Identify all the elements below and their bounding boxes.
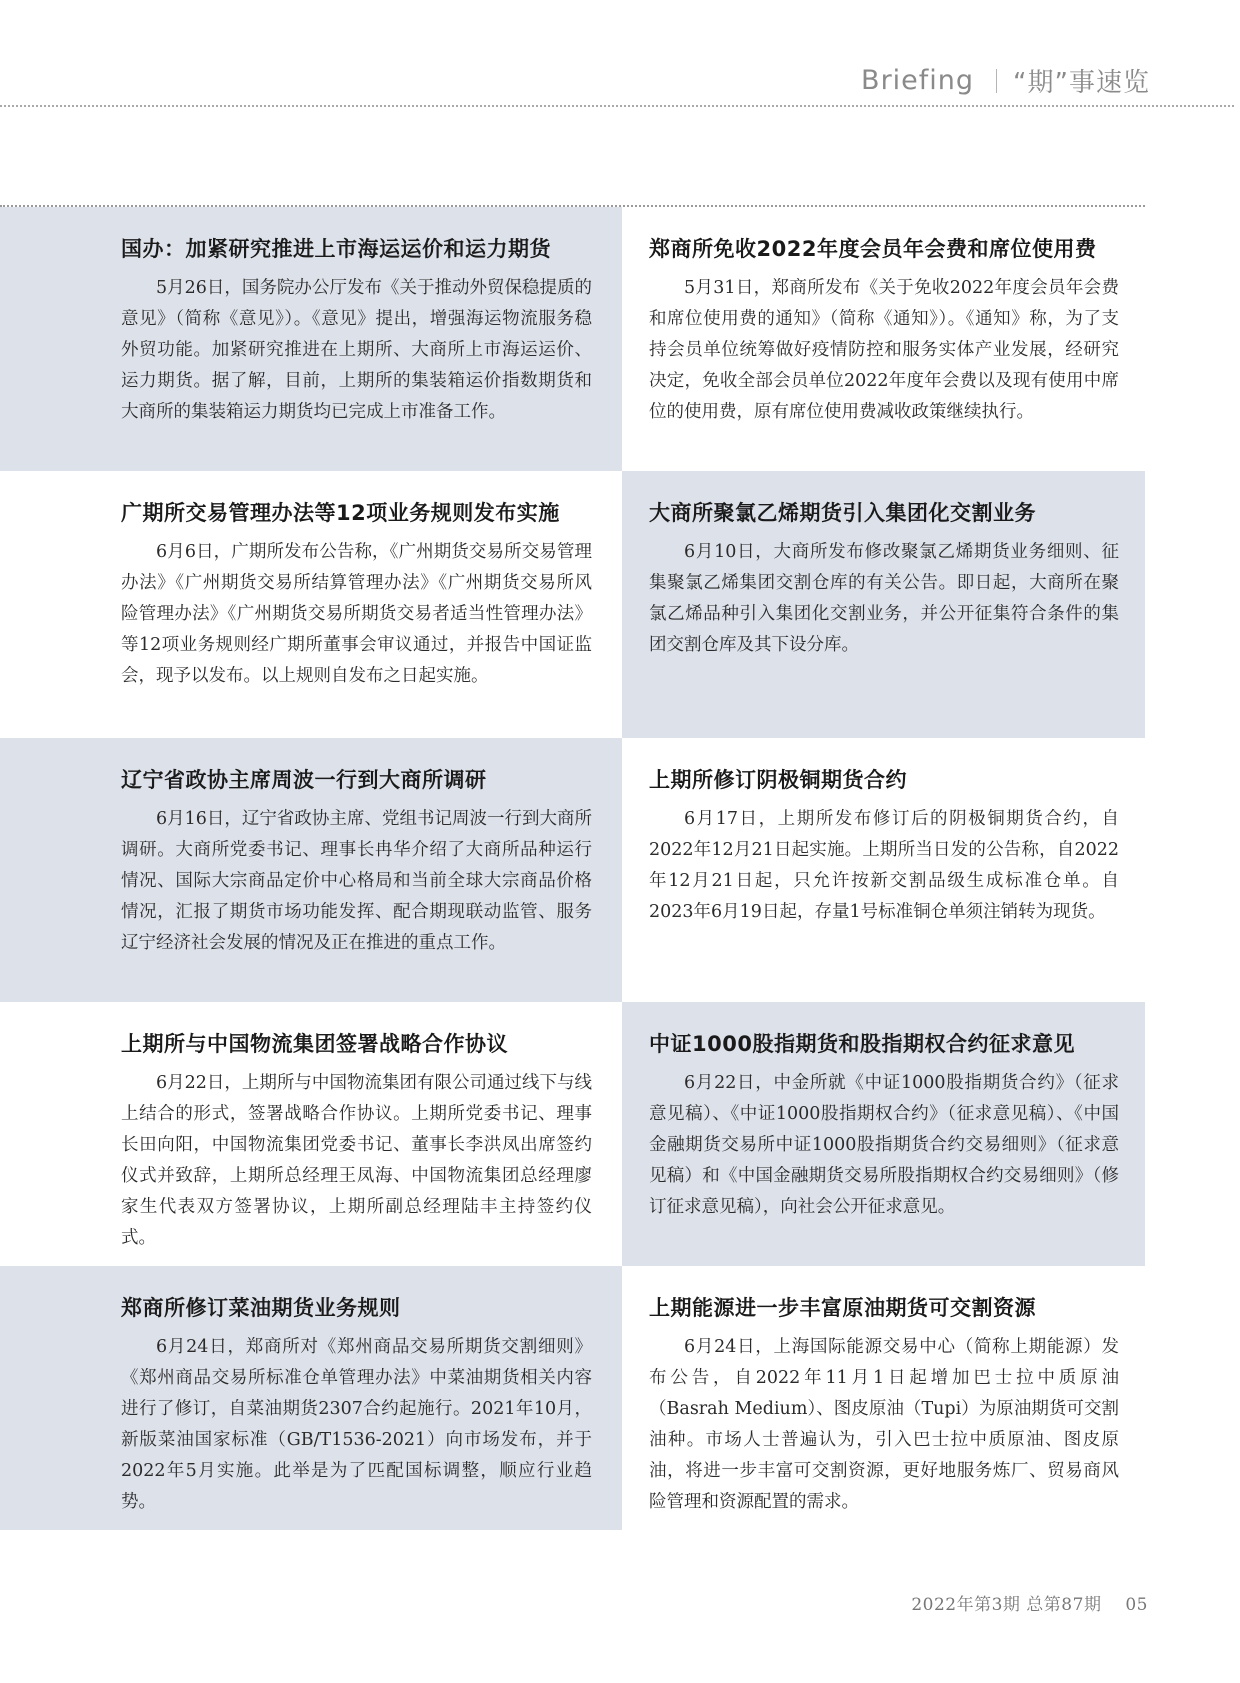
page-footer: [911, 1590, 1148, 1615]
news-body: 6月22日，中金所就《中证1000股指期货合约》（征求意见稿）、《中证1000股指期权合约》（征求意见稿）、《中国金融期货交易所中证1000股指期货合约交易细则》（征求意见稿）和《中国金融期货交易所股指期权合约交易细则》（修订征求意见稿），向社会公开征求意见。: [649, 1073, 1119, 1217]
news-body: 6月16日，辽宁省政协主席、党组书记周波一行到大商所调研。大商所党委书记、理事长冉华介绍了大商所品种运行情况、国际大宗商品定价中心格局和当前全球大宗商品价格情况，汇报了期货市场功能发挥、配合期现联动监管、服务辽宁经济社会发展的情况及正在推进的重点工作。: [121, 809, 592, 953]
news-item: [0, 471, 622, 738]
news-title: 郑商所修订菜油期货业务规则: [121, 1296, 401, 1320]
news-title: 上期所修订阴极铜期货合约: [649, 768, 907, 792]
page-number: 05: [1125, 1595, 1148, 1615]
news-body: 6月10日，大商所发布修改聚氯乙烯期货业务细则、征集聚氯乙烯集团交割仓库的有关公告。即日起，大商所在聚氯乙烯品种引入集团化交割业务，并公开征集符合条件的集团交割仓库及其下设分库。: [649, 542, 1119, 655]
news-item: [0, 207, 622, 471]
news-item: [0, 1266, 622, 1530]
news-item: [622, 738, 1145, 1002]
news-item: [622, 471, 1145, 738]
news-title: 广期所交易管理办法等12项业务规则发布实施: [121, 501, 560, 525]
news-title: 上期能源进一步丰富原油期货可交割资源: [649, 1296, 1036, 1320]
news-title: 国办：加紧研究推进上市海运运价和运力期货: [121, 237, 551, 261]
page-header: [861, 62, 1150, 99]
news-body: 6月17日，上期所发布修订后的阴极铜期货合约，自2022年12月21日起实施。上期所当日发的公告称，自2022年12月21日起，只允许按新交割品级生成标准仓单。自2023年6月19日起，存量1号标准铜仓单须注销转为现货。: [649, 809, 1119, 922]
news-item: [0, 738, 622, 1002]
news-title: 辽宁省政协主席周波一行到大商所调研: [121, 768, 487, 792]
news-body: 6月24日，郑商所对《郑州商品交易所期货交割细则》《郑州商品交易所标准仓单管理办法》中菜油期货相关内容进行了修订，自菜油期货2307合约起施行。2021年10月，新版菜油国家标准（GB/T1536-2021）向市场发布，并于2022年5月实施。此举是为了匹配国标调整，顺应行业趋势。: [121, 1337, 592, 1512]
news-grid: [0, 205, 1145, 1528]
news-item: [0, 1002, 622, 1266]
section-title-en: Briefing: [861, 65, 975, 96]
news-body: 6月22日，上期所与中国物流集团有限公司通过线下与线上结合的形式，签署战略合作协议。上期所党委书记、理事长田向阳，中国物流集团党委书记、董事长李洪凤出席签约仪式并致辞，上期所总经理王凤海、中国物流集团总经理廖家生代表双方签署协议，上期所副总经理陆丰主持签约仪式。: [121, 1073, 592, 1248]
header-dotted-rule: [0, 105, 1234, 107]
news-body: 5月26日，国务院办公厅发布《关于推动外贸保稳提质的意见》（简称《意见》）。《意见》提出，增强海运物流服务稳外贸功能。加紧研究推进在上期所、大商所上市海运运价、运力期货。据了解，目前，上期所的集装箱运价指数期货和大商所的集装箱运力期货均已完成上市准备工作。: [121, 278, 592, 422]
news-body: 5月31日，郑商所发布《关于免收2022年度会员年会费和席位使用费的通知》（简称《通知》）。《通知》称，为了支持会员单位统筹做好疫情防控和服务实体产业发展，经研究决定，免收全部会员单位2022年度年会费以及现有使用中席位的使用费，原有席位使用费减收政策继续执行。: [649, 278, 1119, 422]
section-title-cn: “期”事速览: [1013, 68, 1150, 98]
news-item: [622, 1002, 1145, 1266]
issue-info: 2022年第3期 总第87期: [911, 1595, 1102, 1615]
news-body: 6月24日，上海国际能源交易中心（简称上期能源）发布公告，自2022年11月1日起增加巴士拉中质原油（Basrah Medium）、图皮原油（Tupi）为原油期货可交割油种。市场人士普遍认为，引入巴士拉中质原油、图皮原油，将进一步丰富可交割资源，更好地服务炼厂、贸易商风险管理和资源配置的需求。: [649, 1337, 1119, 1512]
news-title: 上期所与中国物流集团签署战略合作协议: [121, 1032, 508, 1056]
news-title: 大商所聚氯乙烯期货引入集团化交割业务: [649, 501, 1036, 525]
news-title: 郑商所免收2022年度会员年会费和席位使用费: [649, 237, 1097, 261]
news-item: [622, 1266, 1145, 1530]
news-body: 6月6日，广期所发布公告称，《广州期货交易所交易管理办法》《广州期货交易所结算管理办法》《广州期货交易所风险管理办法》《广州期货交易所期货交易者适当性管理办法》等12项业务规则经广期所董事会审议通过，并报告中国证监会，现予以发布。以上规则自发布之日起实施。: [121, 542, 592, 686]
header-divider: [996, 69, 997, 93]
news-item: [622, 207, 1145, 471]
news-title: 中证1000股指期货和股指期权合约征求意见: [649, 1032, 1075, 1056]
